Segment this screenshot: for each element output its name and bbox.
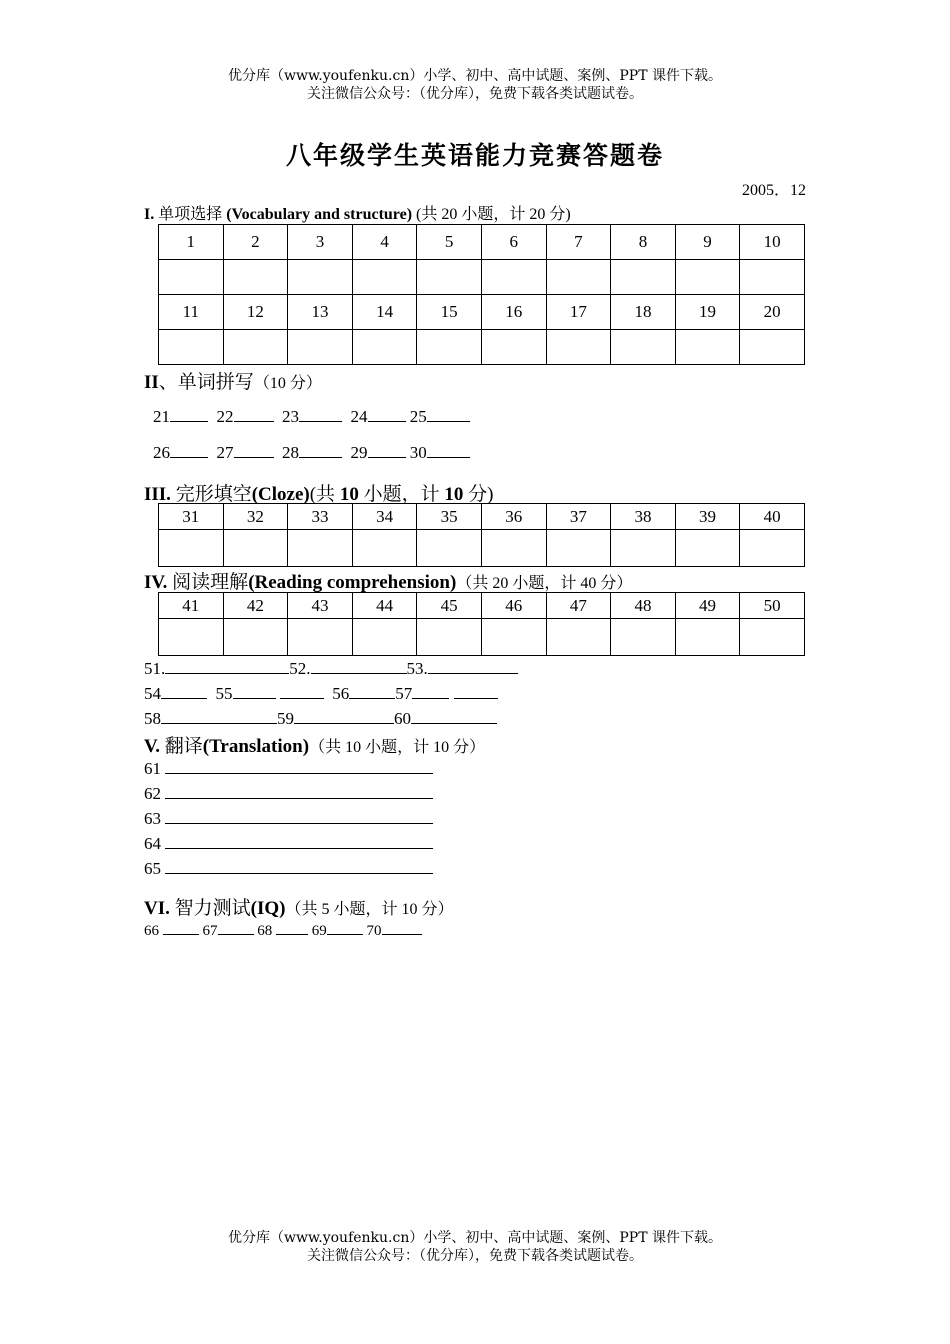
answer-cell[interactable] [481, 530, 546, 567]
grid-number-cell: 50 [740, 593, 805, 619]
page-title: 八年级学生英语能力竞赛答题卷 [285, 141, 664, 170]
grid-number-cell: 43 [288, 593, 353, 619]
section-5-heading [144, 731, 485, 758]
exam-date: 2005．12 [741, 182, 806, 199]
section-4-answer-grid [158, 592, 805, 656]
header-line-1: 优分库（www.youfenku.cn）小学、初中、高中试题、案例、PPT 课件下载。 [227, 68, 722, 84]
grid-number-cell: 2 [223, 225, 288, 260]
answer-cell[interactable] [223, 260, 288, 295]
answer-blank[interactable] [276, 922, 308, 935]
spelling-row-1 [153, 407, 470, 427]
section-4-heading [144, 567, 632, 594]
answer-blank[interactable] [161, 709, 277, 724]
grid-number-cell: 15 [417, 295, 482, 330]
answer-blank[interactable] [411, 709, 497, 724]
answer-blank[interactable] [412, 684, 449, 699]
blank-number: 30 [409, 443, 427, 462]
grid-number-row [159, 593, 805, 619]
answer-cell[interactable] [675, 619, 740, 656]
answer-cell[interactable] [417, 619, 482, 656]
answer-cell[interactable] [740, 619, 805, 656]
blank-number: 56 [332, 684, 350, 703]
grid-answer-row [159, 530, 805, 567]
reading-blanks-row-1 [144, 659, 518, 679]
answer-blank[interactable] [165, 859, 433, 874]
grid-number-cell: 41 [159, 593, 224, 619]
blank-number: 29 [350, 443, 368, 462]
answer-blank[interactable] [163, 922, 199, 935]
section-5-cn: 翻译 [164, 736, 203, 757]
blank-number: 61 [144, 759, 161, 778]
grid-number-cell: 14 [352, 295, 417, 330]
blank-number: 60 [394, 709, 411, 728]
answer-blank[interactable] [218, 922, 254, 935]
blank-number: 27 [216, 443, 234, 462]
grid-number-cell: 38 [611, 504, 676, 530]
header-line-2: 关注微信公众号：（优分库），免费下载各类试题试卷。 [307, 86, 643, 102]
grid-number-cell: 32 [223, 504, 288, 530]
section-3-score: 10 [444, 484, 464, 505]
answer-cell[interactable] [546, 330, 611, 365]
translation-line [144, 834, 433, 854]
answer-cell[interactable] [740, 260, 805, 295]
section-5-en: (Translation) [202, 736, 310, 757]
grid-number-cell: 37 [546, 504, 611, 530]
blank-number: 70 [366, 923, 382, 939]
blank-number: 63 [144, 809, 161, 828]
blank-number: 67 [202, 923, 218, 939]
grid-number-cell: 45 [417, 593, 482, 619]
blank-number: 54 [144, 684, 161, 703]
answer-cell[interactable] [546, 530, 611, 567]
section-4-en: (Reading comprehension) [248, 572, 457, 593]
answer-blank[interactable] [368, 407, 406, 422]
section-5-number: V. [144, 736, 161, 757]
answer-blank[interactable] [170, 443, 208, 458]
blank-number: 21 [153, 407, 170, 426]
blank-number: 24 [350, 407, 368, 426]
blank-number: 59 [277, 709, 294, 728]
answer-cell[interactable] [352, 260, 417, 295]
answer-blank[interactable] [299, 407, 342, 422]
section-4-number: IV. [144, 572, 168, 593]
answer-cell[interactable] [159, 530, 224, 567]
section-3-answer-grid [158, 503, 805, 567]
section-2-number: II [144, 372, 159, 393]
answer-cell[interactable] [740, 530, 805, 567]
translation-line [144, 759, 433, 779]
grid-number-cell: 49 [675, 593, 740, 619]
answer-blank[interactable] [349, 684, 395, 699]
section-4-cn: 阅读理解 [172, 572, 249, 593]
answer-cell[interactable] [417, 330, 482, 365]
footer-line-2: 关注微信公众号：（优分库），免费下载各类试题试卷。 [307, 1248, 643, 1264]
grid-number-cell: 19 [675, 295, 740, 330]
blank-number: 26 [153, 443, 170, 462]
answer-blank[interactable] [454, 684, 498, 699]
grid-number-cell: 5 [417, 225, 482, 260]
grid-number-cell: 3 [288, 225, 353, 260]
answer-cell[interactable] [352, 619, 417, 656]
grid-number-cell: 42 [223, 593, 288, 619]
answer-cell[interactable] [352, 530, 417, 567]
answer-blank[interactable] [233, 684, 276, 699]
section-3-cn: 完形填空 [175, 484, 252, 505]
answer-cell[interactable] [740, 330, 805, 365]
answer-cell[interactable] [223, 619, 288, 656]
grid-number-row [159, 295, 805, 330]
section-6-note: （共 5 小题，计 10 分） [285, 901, 454, 918]
grid-number-cell: 4 [352, 225, 417, 260]
answer-blank[interactable] [280, 684, 324, 699]
section-3-count: 10 [339, 484, 359, 505]
answer-cell[interactable] [611, 530, 676, 567]
section-3-number: III. [144, 484, 171, 505]
page-header [0, 67, 950, 103]
blank-number: 68 [257, 923, 273, 939]
grid-number-cell: 7 [546, 225, 611, 260]
answer-cell[interactable] [611, 619, 676, 656]
blank-number: 62 [144, 784, 161, 803]
grid-number-cell: 35 [417, 504, 482, 530]
answer-blank[interactable] [165, 759, 433, 774]
answer-cell[interactable] [546, 619, 611, 656]
answer-cell[interactable] [417, 530, 482, 567]
section-2-note: （10 分） [253, 375, 322, 392]
answer-cell[interactable] [159, 260, 224, 295]
grid-number-cell: 6 [481, 225, 546, 260]
answer-blank[interactable] [165, 784, 433, 799]
answer-blank[interactable] [368, 443, 406, 458]
reading-blanks-row-2 [144, 684, 498, 704]
blank-number: 57 [395, 684, 413, 703]
answer-blank[interactable] [161, 684, 207, 699]
grid-number-cell: 10 [740, 225, 805, 260]
blank-number: 23 [282, 407, 299, 426]
grid-number-row [159, 225, 805, 260]
translation-line [144, 809, 433, 829]
blank-number: 55 [215, 684, 233, 703]
answer-cell[interactable] [481, 260, 546, 295]
answer-blank[interactable] [294, 709, 394, 724]
grid-number-cell: 33 [288, 504, 353, 530]
answer-cell[interactable] [223, 530, 288, 567]
section-1-cn: 单项选择 [158, 206, 223, 223]
footer-line-1: 优分库（www.youfenku.cn）小学、初中、高中试题、案例、PPT 课件下载。 [227, 1230, 722, 1246]
blank-number: 65 [144, 859, 161, 878]
section-3-note: (共 [309, 484, 336, 505]
answer-blank[interactable] [165, 659, 289, 674]
answer-cell[interactable] [481, 619, 546, 656]
section-1-en: (Vocabulary and structure) [226, 206, 413, 223]
blank-number: 53. [406, 659, 428, 678]
answer-blank[interactable] [327, 922, 363, 935]
answer-blank[interactable] [427, 443, 470, 458]
blank-number: 25 [409, 407, 427, 426]
grid-number-cell: 31 [159, 504, 224, 530]
answer-blank[interactable] [234, 407, 274, 422]
section-3-heading [144, 479, 493, 506]
answer-blank[interactable] [234, 443, 274, 458]
section-1-number: I. [144, 206, 155, 223]
blank-number: 66 [144, 923, 159, 939]
answer-cell[interactable] [288, 530, 353, 567]
answer-blank[interactable] [299, 443, 342, 458]
answer-blank[interactable] [382, 922, 422, 935]
answer-cell[interactable] [481, 330, 546, 365]
grid-number-cell: 13 [288, 295, 353, 330]
answer-blank[interactable] [428, 659, 518, 674]
translation-line [144, 859, 433, 879]
answer-blank[interactable] [311, 659, 407, 674]
answer-cell[interactable] [288, 260, 353, 295]
iq-blanks-row [144, 922, 422, 940]
grid-number-cell: 18 [611, 295, 676, 330]
grid-number-cell: 44 [352, 593, 417, 619]
grid-number-cell: 11 [159, 295, 224, 330]
grid-number-cell: 40 [740, 504, 805, 530]
grid-number-row [159, 504, 805, 530]
grid-number-cell: 34 [352, 504, 417, 530]
grid-number-cell: 46 [481, 593, 546, 619]
page-footer [0, 1229, 950, 1265]
blank-number: 51. [144, 659, 166, 678]
answer-blank[interactable] [165, 834, 433, 849]
answer-cell[interactable] [417, 260, 482, 295]
grid-answer-row [159, 330, 805, 365]
answer-cell[interactable] [223, 330, 288, 365]
grid-number-cell: 39 [675, 504, 740, 530]
section-6-cn: 智力测试 [174, 898, 251, 919]
blank-number: 64 [144, 834, 161, 853]
grid-number-cell: 47 [546, 593, 611, 619]
answer-cell[interactable] [611, 260, 676, 295]
grid-answer-row [159, 260, 805, 295]
section-3-note: 小题，计 [363, 484, 440, 505]
answer-cell[interactable] [288, 330, 353, 365]
section-5-note: （共 10 小题，计 10 分） [309, 739, 486, 756]
spelling-row-2 [153, 443, 470, 463]
answer-cell[interactable] [546, 260, 611, 295]
grid-number-cell: 16 [481, 295, 546, 330]
grid-number-cell: 48 [611, 593, 676, 619]
section-2-heading [144, 367, 322, 394]
section-4-note: （共 20 小题，计 40 分） [456, 575, 633, 592]
answer-cell[interactable] [675, 530, 740, 567]
answer-cell[interactable] [675, 260, 740, 295]
section-6-en: (IQ) [250, 898, 286, 919]
grid-number-cell: 1 [159, 225, 224, 260]
grid-number-cell: 20 [740, 295, 805, 330]
blank-number: 69 [311, 923, 327, 939]
section-3-note: 分) [468, 484, 494, 505]
answer-blank[interactable] [427, 407, 470, 422]
grid-number-cell: 12 [223, 295, 288, 330]
section-1-heading [144, 201, 571, 224]
section-1-note: (共 20 小题，计 20 分) [416, 206, 571, 223]
section-6-number: VI. [144, 898, 170, 919]
grid-number-cell: 8 [611, 225, 676, 260]
reading-blanks-row-3 [144, 709, 497, 729]
answer-cell[interactable] [159, 619, 224, 656]
blank-number: 58 [144, 709, 161, 728]
answer-cell[interactable] [288, 619, 353, 656]
grid-number-cell: 17 [546, 295, 611, 330]
answer-blank[interactable] [170, 407, 208, 422]
grid-answer-row [159, 619, 805, 656]
grid-number-cell: 36 [481, 504, 546, 530]
answer-cell[interactable] [675, 330, 740, 365]
answer-blank[interactable] [165, 809, 433, 824]
section-3-en: (Cloze) [251, 484, 310, 505]
section-6-heading [144, 893, 453, 920]
section-1-answer-grid [158, 224, 805, 365]
answer-cell[interactable] [352, 330, 417, 365]
blank-number: 52. [289, 659, 311, 678]
translation-line [144, 784, 433, 804]
grid-number-cell: 9 [675, 225, 740, 260]
answer-cell[interactable] [611, 330, 676, 365]
section-2-cn: 、单词拼写 [158, 372, 254, 393]
blank-number: 28 [282, 443, 299, 462]
blank-number: 22 [216, 407, 234, 426]
answer-cell[interactable] [159, 330, 224, 365]
